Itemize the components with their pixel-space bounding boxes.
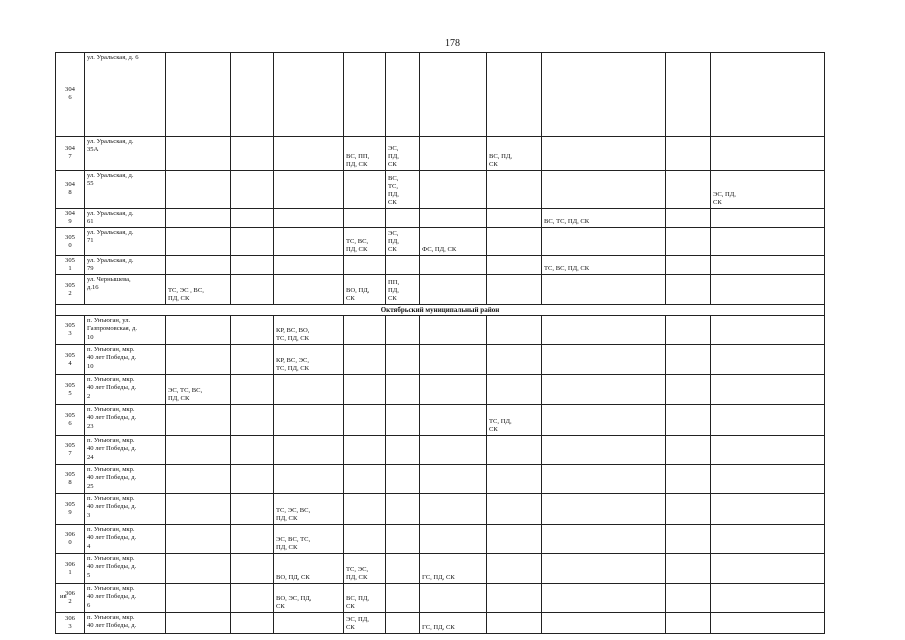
table-row [56,275,825,305]
work-type-cell [231,170,274,208]
work-type-cell [542,465,666,494]
work-type-cell [666,228,711,256]
work-type-cell: ГС, ПД, СК [420,613,487,634]
work-type-cell: ВО, ПД, СК [274,554,344,584]
work-type-cell [487,208,542,227]
work-type-cell [166,436,231,465]
work-type-cell [666,613,711,634]
work-type-cell [487,494,542,525]
work-type-cell [231,465,274,494]
work-type-cell [487,436,542,465]
row-number: 305 0 [56,228,85,256]
work-type-cell [386,465,420,494]
table-row [56,228,825,256]
address-cell: ул. Уральская, д. 79 [85,256,166,275]
work-type-cell: ТС, ЭС , ВС, ПД, СК [166,275,231,305]
row-number: 306 1 [56,554,85,584]
section-row [56,305,825,316]
work-type-cell [231,494,274,525]
work-type-cell [487,375,542,405]
work-type-cell [711,208,825,227]
address-cell: п. Унъюган, мкр. 40 лет Победы, д. 6 [85,584,166,613]
work-type-cell: ВС, ПД, СК [487,136,542,170]
work-type-cell [711,228,825,256]
row-number: 305 7 [56,436,85,465]
work-type-cell [666,256,711,275]
work-type-cell [666,465,711,494]
work-type-cell [344,465,386,494]
work-type-cell [231,228,274,256]
table-row [56,208,825,227]
work-type-cell: ВС, ПП, ПД, СК [344,136,386,170]
row-number: 306 0 [56,525,85,554]
work-type-cell [274,256,344,275]
work-type-cell [166,170,231,208]
work-type-cell [487,228,542,256]
work-type-cell [344,256,386,275]
work-type-cell [231,525,274,554]
work-type-cell [542,613,666,634]
work-type-cell [231,375,274,405]
work-type-cell [274,613,344,634]
table-row [56,345,825,375]
work-type-cell [274,375,344,405]
row-number: 305 2 [56,275,85,305]
work-type-cell: ТС, ВС, ПД, СК [344,228,386,256]
work-type-cell [231,345,274,375]
table-row [56,316,825,345]
work-type-cell [166,613,231,634]
row-number: 304 8 [56,170,85,208]
section-header-body [56,305,825,316]
work-type-cell [711,375,825,405]
work-type-cell [487,465,542,494]
table-body-before [56,53,825,305]
work-type-cell: ФС, ПД, СК [420,228,487,256]
work-type-cell: ПП, ПД, СК [386,275,420,305]
work-type-cell [711,275,825,305]
work-type-cell [231,613,274,634]
work-type-cell [666,375,711,405]
footer-mark: ив [60,593,67,600]
work-type-cell [166,53,231,137]
work-type-cell: ВС, ТС, ПД, СК [386,170,420,208]
work-type-cell: ТС, ПД, СК [487,405,542,436]
work-type-cell [711,436,825,465]
work-type-cell [487,525,542,554]
work-type-cell [420,405,487,436]
work-type-cell [386,345,420,375]
table-row [56,256,825,275]
work-type-cell [542,405,666,436]
work-type-cell: ЭС, ВС, ТС, ПД, СК [274,525,344,554]
address-cell: п. Унъюган, мкр. 40 лет Победы, д. 5 [85,554,166,584]
address-cell: п. Унъюган, мкр. 40 лет Победы, д. 10 [85,345,166,375]
address-cell: п. Унъюган, мкр. 40 лет Победы, д. [85,613,166,634]
work-type-cell [711,405,825,436]
work-type-cell [231,208,274,227]
work-type-cell [487,345,542,375]
work-type-cell [666,275,711,305]
work-type-cell [542,375,666,405]
work-type-cell [666,584,711,613]
work-type-cell [542,275,666,305]
table-row [56,170,825,208]
table-row [56,375,825,405]
table-row [56,436,825,465]
work-type-cell [231,405,274,436]
address-cell: ул. Уральская, д. 6 [85,53,166,137]
work-type-cell [166,136,231,170]
work-type-cell [166,316,231,345]
work-type-cell [666,53,711,137]
work-type-cell [487,316,542,345]
work-type-cell: ЭС, ПД, СК [386,136,420,170]
work-type-cell [274,405,344,436]
work-type-cell [231,436,274,465]
address-cell: п. Унъюган, мкр. 40 лет Победы, д. 2 [85,375,166,405]
work-type-cell [166,494,231,525]
work-type-cell [166,345,231,375]
row-number: 304 6 [56,53,85,137]
work-type-cell [666,170,711,208]
work-type-cell [420,436,487,465]
row-number: 305 9 [56,494,85,525]
address-cell: п. Унъюган, мкр. 40 лет Победы, д. 25 [85,465,166,494]
work-type-cell [711,345,825,375]
work-type-cell [274,136,344,170]
work-type-cell [420,465,487,494]
work-type-cell [711,584,825,613]
work-type-cell: ТС, ЭС, ПД, СК [344,554,386,584]
address-cell: п. Унъюган, ул. Газпромовская, д. 10 [85,316,166,345]
work-type-cell: ЭС, ТС, ВС, ПД, СК [166,375,231,405]
work-type-cell [344,436,386,465]
address-cell: п. Унъюган, мкр. 40 лет Победы, д. 3 [85,494,166,525]
address-cell: п. Унъюган, мкр. 40 лет Победы, д. 4 [85,525,166,554]
work-type-cell [711,465,825,494]
section-title: Октябрьский муниципальный район [56,305,825,316]
work-type-cell: ТС, ВС, ПД, СК [542,256,666,275]
row-number: 305 6 [56,405,85,436]
work-type-cell [231,136,274,170]
work-type-cell [420,525,487,554]
table-row [56,405,825,436]
table-row [56,494,825,525]
work-type-cell [166,228,231,256]
work-type-cell [420,208,487,227]
page-number: 178 [445,38,460,49]
work-type-cell [386,584,420,613]
address-cell: ул. Чернышева, д.16 [85,275,166,305]
work-type-cell [420,375,487,405]
work-type-cell: ВО, ПД, СК [344,275,386,305]
work-type-cell [666,436,711,465]
work-type-cell [386,494,420,525]
work-type-cell [386,613,420,634]
work-type-cell [711,316,825,345]
work-type-cell [386,256,420,275]
work-type-cell [231,53,274,137]
work-type-cell [344,170,386,208]
work-type-cell [666,405,711,436]
work-type-cell [487,256,542,275]
work-type-cell [487,554,542,584]
table-row [56,53,825,137]
row-number: 304 7 [56,136,85,170]
work-type-cell [487,613,542,634]
work-type-cell [542,228,666,256]
work-type-cell [344,345,386,375]
work-type-cell [666,136,711,170]
work-type-cell: КР, ВС, ЭС, ТС, ПД, СК [274,345,344,375]
work-type-cell: ЭС, ПД, СК [344,613,386,634]
table-row [56,136,825,170]
row-number: 305 5 [56,375,85,405]
work-type-cell [420,170,487,208]
work-type-cell [166,405,231,436]
address-cell: п. Унъюган, мкр. 40 лет Победы, д. 23 [85,405,166,436]
work-type-cell [386,208,420,227]
work-type-cell [420,494,487,525]
work-type-cell [711,256,825,275]
address-cell: ул. Уральская, д. 71 [85,228,166,256]
work-type-cell [711,53,825,137]
work-type-cell [711,613,825,634]
work-type-cell [487,53,542,137]
table-row [56,613,825,634]
work-type-cell [274,228,344,256]
work-type-cell [420,53,487,137]
work-type-cell [344,316,386,345]
address-cell: ул. Уральская, д. 55 [85,170,166,208]
work-type-cell [166,554,231,584]
work-type-cell [231,316,274,345]
work-type-cell [166,525,231,554]
table-body-after [56,316,825,634]
row-number: 305 1 [56,256,85,275]
work-type-cell [487,170,542,208]
work-type-cell [420,584,487,613]
work-type-cell [274,53,344,137]
work-type-cell [386,375,420,405]
work-type-cell [711,554,825,584]
work-type-cell [420,345,487,375]
work-type-cell [166,256,231,275]
work-type-cell [386,53,420,137]
work-type-cell [231,275,274,305]
work-type-cell [542,494,666,525]
work-type-cell [166,465,231,494]
work-type-cell [542,584,666,613]
work-type-cell [420,316,487,345]
work-type-cell [542,525,666,554]
work-type-cell [542,170,666,208]
table-row [56,525,825,554]
work-type-cell [274,436,344,465]
work-type-cell [487,275,542,305]
work-type-cell [666,494,711,525]
work-type-cell [420,136,487,170]
table-row [56,584,825,613]
work-type-cell [344,208,386,227]
work-type-cell [542,554,666,584]
work-type-cell [344,405,386,436]
work-type-cell [711,494,825,525]
work-type-cell [386,316,420,345]
work-type-cell: ВС, ТС, ПД, СК [542,208,666,227]
row-number: 305 3 [56,316,85,345]
work-type-cell [542,53,666,137]
work-type-cell [666,345,711,375]
work-type-cell [344,494,386,525]
work-type-cell [711,525,825,554]
work-type-cell [420,275,487,305]
row-number: 304 9 [56,208,85,227]
work-type-cell [274,208,344,227]
work-type-cell [274,170,344,208]
table-row [56,465,825,494]
work-type-cell: ЭС, ПД, СК [386,228,420,256]
work-type-cell [711,136,825,170]
work-type-cell [420,256,487,275]
work-type-cell [666,316,711,345]
work-type-cell: ВО, ЭС, ПД, СК [274,584,344,613]
work-type-cell [542,316,666,345]
work-type-cell [166,208,231,227]
work-type-cell [344,53,386,137]
work-type-cell [386,405,420,436]
work-type-cell: КР, ВС, ВО, ТС, ПД, СК [274,316,344,345]
work-type-cell: ВС, ПД, СК [344,584,386,613]
work-type-cell [386,436,420,465]
row-number: 305 8 [56,465,85,494]
work-type-cell [542,345,666,375]
work-type-cell: ГС, ПД, СК [420,554,487,584]
work-type-cell [666,208,711,227]
work-type-cell [274,275,344,305]
address-cell: ул. Уральская, д. 35А [85,136,166,170]
work-type-cell [231,554,274,584]
table-row [56,554,825,584]
work-type-cell [542,436,666,465]
work-type-cell [344,525,386,554]
work-type-cell [386,525,420,554]
repair-schedule-table [55,52,825,634]
work-type-cell [166,584,231,613]
work-type-cell [666,525,711,554]
work-type-cell [487,584,542,613]
work-type-cell [274,465,344,494]
work-type-cell [231,256,274,275]
work-type-cell [542,136,666,170]
work-type-cell: ТС, ЭС, ВС, ПД, СК [274,494,344,525]
work-type-cell [666,554,711,584]
address-cell: п. Унъюган, мкр. 40 лет Победы, д. 24 [85,436,166,465]
row-number: 306 3 [56,613,85,634]
work-type-cell [344,375,386,405]
work-type-cell [386,554,420,584]
work-type-cell [231,584,274,613]
work-type-cell: ЭС, ПД, СК [711,170,825,208]
address-cell: ул. Уральская, д. 61 [85,208,166,227]
row-number: 305 4 [56,345,85,375]
row-number: 306 2 [56,584,85,613]
